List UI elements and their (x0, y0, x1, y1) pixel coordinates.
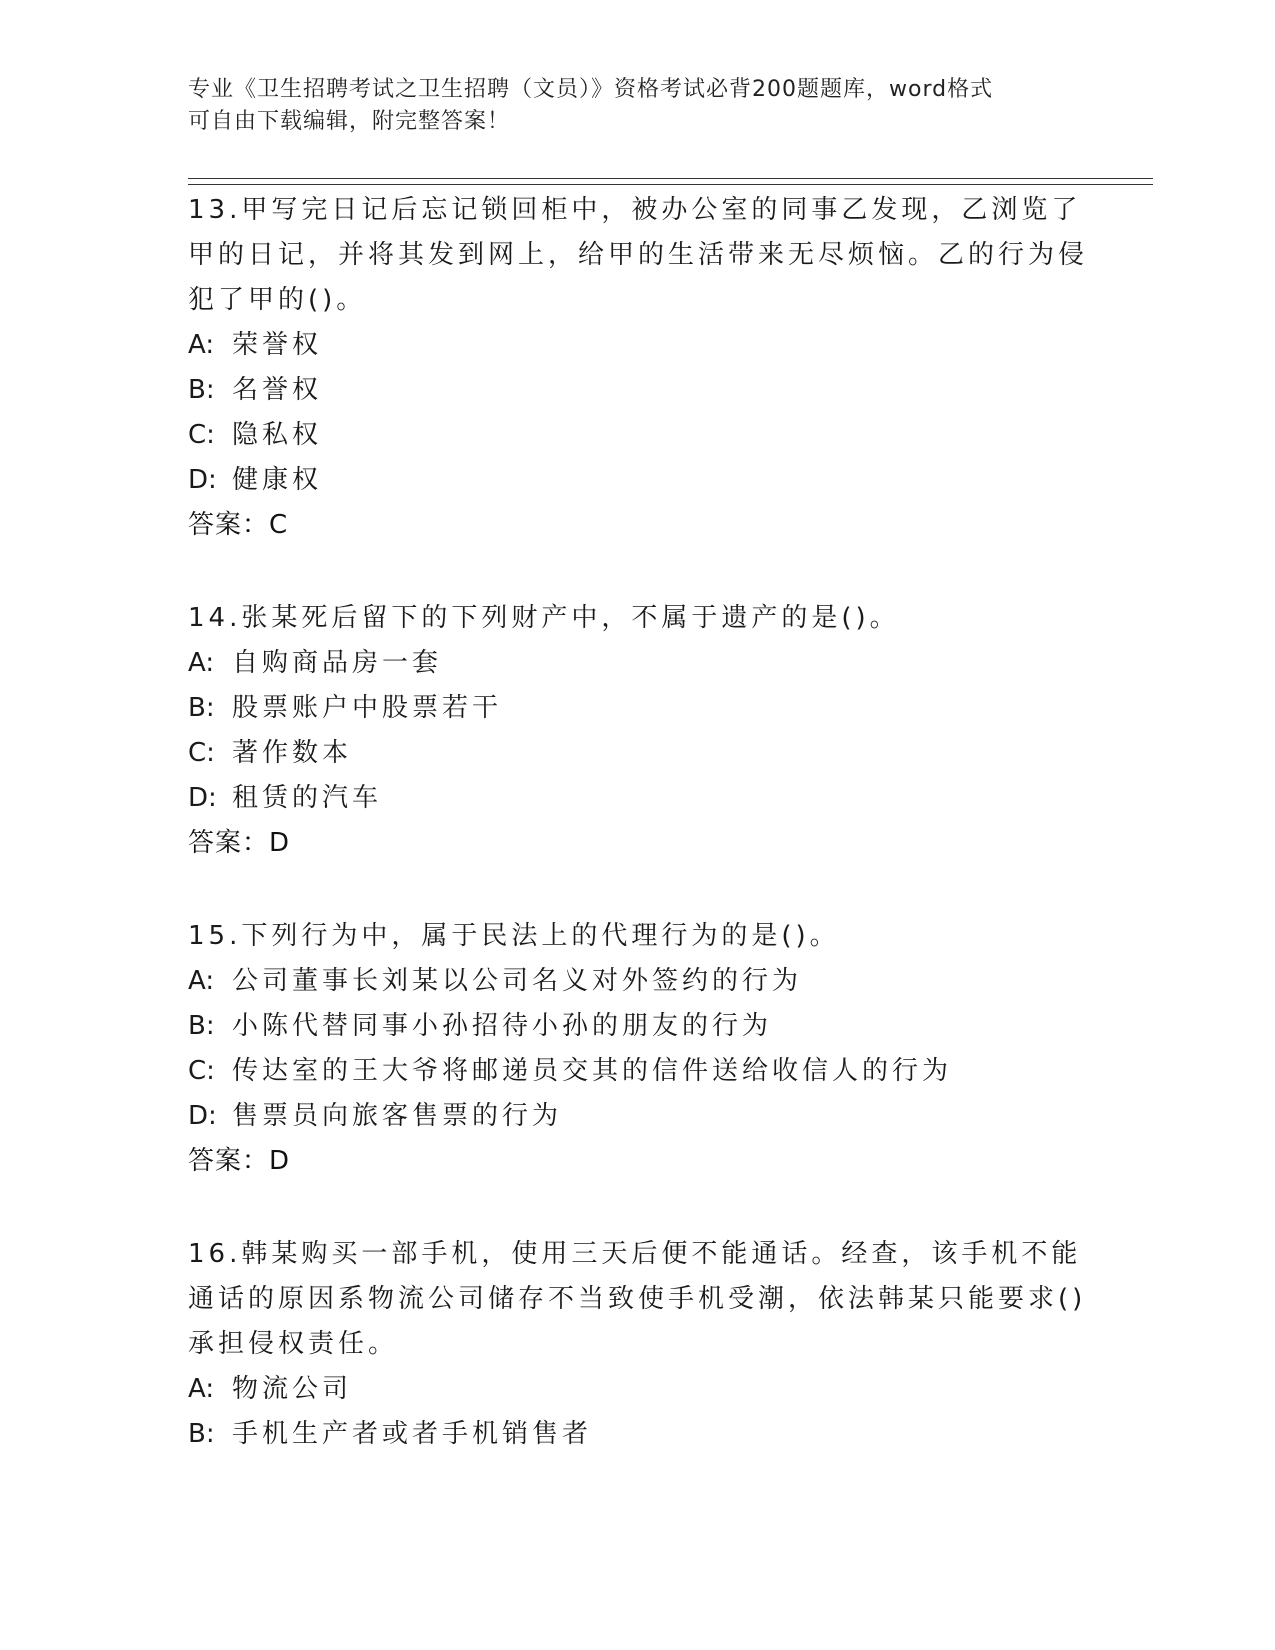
answer-line: 答案：D (188, 828, 291, 858)
option-letter: D: (188, 783, 217, 813)
option-letter: D: (188, 1101, 217, 1131)
option-b (188, 686, 1088, 731)
question-14 (188, 596, 1088, 866)
option-text: 名誉权 (232, 375, 323, 405)
option-letter: A: (188, 966, 215, 996)
document-header (188, 74, 1088, 138)
option-text: 荣誉权 (232, 330, 323, 360)
question-stem: 14.张某死后留下的下列财产中，不属于遗产的是()。 (188, 603, 900, 633)
option-text: 售票员向旅客售票的行为 (232, 1101, 563, 1131)
option-b (188, 1004, 1088, 1049)
question-stem: 16.韩某购买一部手机，使用三天后便不能通话。经查，该手机不能通话的原因系物流公司储存不当致使手机受潮，依法韩某只能要求()承担侵权责任。 (188, 1239, 1087, 1359)
option-letter: B: (188, 693, 215, 723)
answer-line: 答案：C (188, 510, 289, 540)
option-letter: A: (188, 1374, 215, 1404)
question-list (188, 188, 1088, 1505)
option-letter: A: (188, 330, 215, 360)
option-d (188, 776, 1088, 821)
question-stem: 15.下列行为中，属于民法上的代理行为的是()。 (188, 921, 840, 951)
option-d (188, 458, 1088, 503)
option-a (188, 1367, 1088, 1412)
option-b (188, 368, 1088, 413)
option-letter: C: (188, 420, 215, 450)
option-text: 手机生产者或者手机销售者 (232, 1419, 593, 1449)
question-16 (188, 1232, 1088, 1457)
option-letter: B: (188, 1011, 215, 1041)
option-b (188, 1412, 1088, 1457)
option-letter: B: (188, 375, 215, 405)
option-letter: B: (188, 1419, 215, 1449)
header-line-2: 可自由下载编辑，附完整答案！ (188, 109, 511, 134)
option-letter: D: (188, 465, 217, 495)
answer-line: 答案：D (188, 1146, 291, 1176)
option-c (188, 731, 1088, 776)
option-text: 著作数本 (232, 738, 353, 768)
option-text: 物流公司 (232, 1374, 353, 1404)
question-15 (188, 914, 1088, 1184)
option-text: 公司董事长刘某以公司名义对外签约的行为 (232, 966, 803, 996)
option-a (188, 323, 1088, 368)
option-text: 传达室的王大爷将邮递员交其的信件送给收信人的行为 (232, 1056, 953, 1086)
question-stem: 13.甲写完日记后忘记锁回柜中，被办公室的同事乙发现，乙浏览了甲的日记，并将其发到网上，给甲的生活带来无尽烦恼。乙的行为侵犯了甲的()。 (188, 195, 1089, 315)
option-d (188, 1094, 1088, 1139)
option-text: 健康权 (232, 465, 323, 495)
option-letter: C: (188, 738, 215, 768)
option-a (188, 641, 1088, 686)
option-c (188, 413, 1088, 458)
option-text: 自购商品房一套 (232, 648, 443, 678)
option-text: 租赁的汽车 (232, 783, 383, 813)
option-text: 股票账户中股票若干 (232, 693, 503, 723)
question-13 (188, 188, 1088, 548)
header-line-1: 专业《卫生招聘考试之卫生招聘（文员）》资格考试必背200题题库，word格式 (188, 77, 994, 102)
option-text: 小陈代替同事小孙招待小孙的朋友的行为 (232, 1011, 773, 1041)
option-c (188, 1049, 1088, 1094)
option-letter: A: (188, 648, 215, 678)
option-a (188, 959, 1088, 1004)
option-text: 隐私权 (232, 420, 323, 450)
header-divider (188, 178, 1153, 185)
option-letter: C: (188, 1056, 215, 1086)
